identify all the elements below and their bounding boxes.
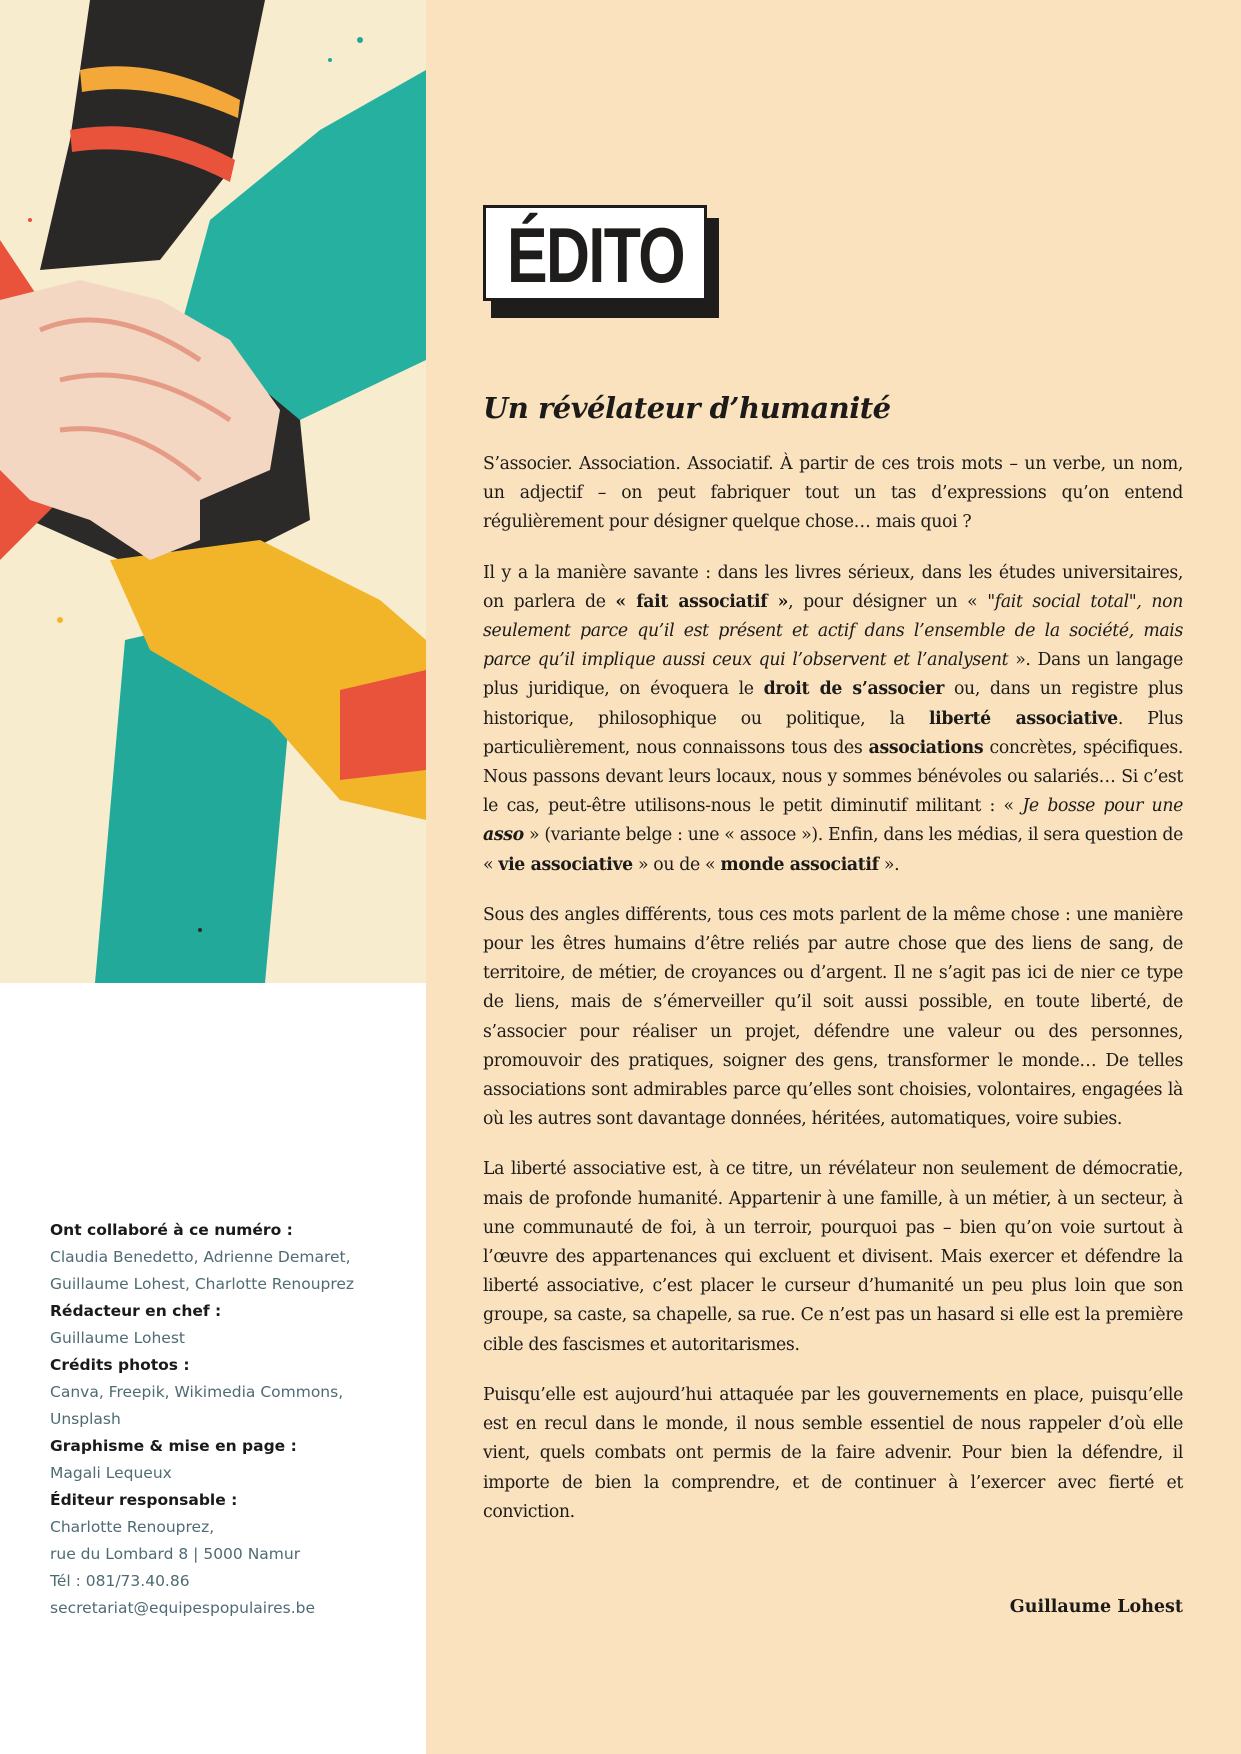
paragraph-2: Il y a la manière savante : dans les livres sérieux, dans les études universitaires, on parlera de « fait associatif », pour désigner un « "fait social total", non seulement parce qu’il est présent et actif dans l’ensemble de la société, mais parce qu’il implique aussi ceux qui l’observent et l’analysent ». Dans un langage plus juridique, on évoquera le droit de s’associer ou, dans un registre plus historique, philosophique ou politique, la liberté associative. Plus particulièrement, nous connaissons tous des associations concrètes, spécifiques. Nous passons devant leurs locaux, nous y sommes bénévoles ou salariés… Si c’est le cas, peut-être utilisons-nous le petit diminutif militant : « Je bosse pour une asso » (variante belge : une « assoce »). Enfin, dans les médias, il sera question de « vie associative » ou de « monde associatif ». (483, 562, 1184, 875)
design-label: Graphisme & mise en page : (50, 1437, 297, 1455)
photo-credits-label: Crédits photos : (50, 1356, 190, 1374)
right-column (426, 0, 1241, 1754)
publisher-address: rue du Lombard 8 | 5000 Namur (50, 1545, 301, 1563)
collaborators-line-2: Guillaume Lohest, Charlotte Renouprez (50, 1275, 355, 1293)
editorial-article (483, 388, 1183, 1617)
article-subtitle: Un révélateur d’humanité (483, 391, 891, 425)
design-value: Magali Lequeux (50, 1464, 172, 1482)
collaborators-label: Ont collaboré à ce numéro : (50, 1221, 293, 1239)
photo-credits-line-1: Canva, Freepik, Wikimedia Commons, (50, 1383, 344, 1401)
publisher-phone: Tél : 081/73.40.86 (50, 1572, 190, 1590)
publisher-email: secretariat@equipespopulaires.be (50, 1599, 316, 1617)
paragraph-1: S’associer. Association. Associatif. À partir de ces trois mots – un verbe, un nom, un adjectif – on peut fabriquer tout un tas d’expressions qu’on entend régulièrement pour désigner quelque chose… mais quoi ? (483, 454, 1183, 533)
chief-editor-value: Guillaume Lohest (50, 1329, 185, 1347)
paragraph-3: Sous des angles différents, tous ces mots parlent de la même chose : une manière pour les êtres humains d’être reliés par autre chose que des liens de sang, de territoire, de métier, de croyances ou d’argent. Il ne s’agit pas ici de nier ce type de liens, mais de s’émerveiller qu’il soit aussi possible, en toute liberté, de s’associer pour réaliser un projet, défendre une valeur ou des personnes, promouvoir des pratiques, soigner des gens, transformer le monde… De telles associations sont admirables parce qu’elles sont choisies, volontaires, engagées là où les autres sont davantage données, héritées, automatiques, voire subies. (483, 904, 1183, 1130)
credits-block (50, 1217, 410, 1622)
edito-badge (483, 205, 723, 325)
publisher-label: Éditeur responsable : (50, 1491, 238, 1509)
left-column (0, 0, 426, 1754)
chief-editor-label: Rédacteur en chef : (50, 1302, 222, 1320)
paragraph-5: Puisqu’elle est aujourd’hui attaquée par les gouvernements en place, puisqu’elle est en recul dans le monde, il nous semble essentiel de nous rappeler d’où elle vient, quels combats ont permis de la faire advenir. Pour bien la défendre, il importe de bien la comprendre, et de continuer à l’exercer avec fierté et conviction. (483, 1384, 1183, 1522)
edito-title: ÉDITO (506, 211, 684, 299)
photo-credits-line-2: Unsplash (50, 1410, 121, 1428)
author-signature: Guillaume Lohest (1009, 1596, 1183, 1617)
paragraph-4: La liberté associative est, à ce titre, un révélateur non seulement de démocratie, mais de profonde humanité. Appartenir à une famille, à un métier, à un secteur, à une communauté de foi, à un terroir, pourquoi pas – bien qu’on voie surtout à l’œuvre des appartenances qui excluent et divisent. Mais exercer et défendre la liberté associative, c’est placer le curseur d’humanité un peu plus loin que son groupe, sa caste, sa chapelle, sa rue. Ce n’est pas un hasard si elle est la première cible des fascismes et autoritarismes. (483, 1159, 1183, 1355)
cover-illustration (0, 0, 426, 983)
edito-badge-box (483, 205, 707, 301)
publisher-name: Charlotte Renouprez, (50, 1518, 215, 1536)
collaborators-line-1: Claudia Benedetto, Adrienne Demaret, (50, 1248, 351, 1266)
